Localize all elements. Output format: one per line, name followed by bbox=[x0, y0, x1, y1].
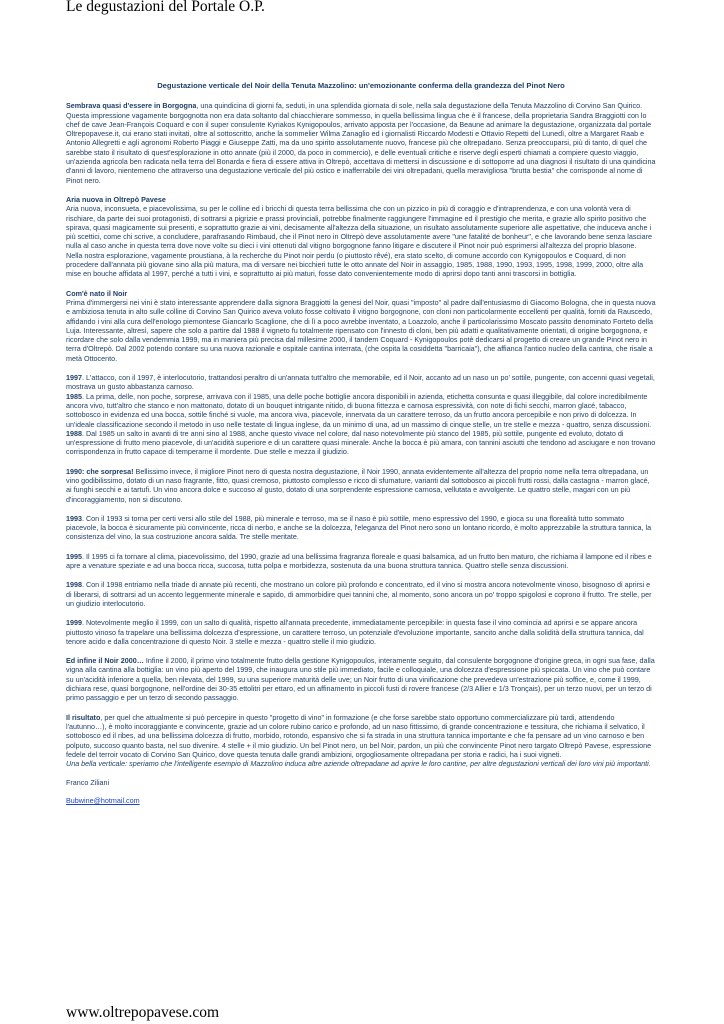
vintage-1985-paragraph bbox=[66, 392, 656, 429]
vintage-1995-text: . Il 1995 ci fa tornare al clima, piacevolissimo, del 1990, grazie ad una bellissima fragranza floreale e quasi balsamica, ad un frutto ben maturo, che richiama il lampone ed il ribes e apre a venature speziate e ad una bocca ricca, succosa, tutta polpa e morbidezza, sostenuta da una buona struttura tannica. Quattro stelle senza discussioni. bbox=[66, 551, 652, 571]
author-email-link[interactable]: Bubwine@hotmail.com bbox=[66, 795, 140, 805]
vintage-1993-year: 1993 bbox=[66, 513, 82, 523]
vintage-1999-paragraph bbox=[66, 618, 656, 646]
vintage-1998-text: . Con il 1998 entriamo nella triade di annate più recenti, che mostrano un colore più profondo e concentrato, ed il vino si mostra ancora notevolmente vinoso, bisognoso di aprirsi e di liberarsi, di sottrarsi ad un accento leggermente minerale e sapido, di ammorbidire quei tannini che, al momento, sono ancora un po' troppo spigolosi e coprono il frutto. Tre stelle, per un giudizio interlocutorio. bbox=[66, 580, 652, 608]
vintage-1985-text: . La prima, delle, non poche, sorprese, arrivava con il 1985, una delle poche bottiglie ancora disponibili in azienda, etichetta consunta e quasi illeggibile, dal colore incredibilmente ancora vivo, tutt'altro che stanco e non mattonato, dotato di un bouquet intrigante nitido, di buona fittezza e carnosa espressività, con note di fichi secchi, marron glacé, tabacco, sottobosco in evidenza ed una bocca, sottile finché si vuole, ma ancora viva, piacevole, innervata da un carattere terroso, da un frutto ancora percepibile e non privo di dolcezza. In un'ideale classificazione secondo il metodo in uso nelle testate di lingua inglese, da un minimo di una, ad un massimo di cinque stelle, un tre stelle e mezza - quattro, senza discussioni. bbox=[66, 391, 652, 429]
result-paragraph bbox=[66, 713, 656, 759]
vintage-1988-year: 1988 bbox=[66, 428, 82, 438]
vintage-1997-paragraph bbox=[66, 373, 656, 392]
article-title: Degustazione verticale del Noir della Tenuta Mazzolino: un'emozionante conferma della grandezza del Pinot Nero bbox=[157, 81, 565, 90]
vintage-1990-lead: 1990: che sorpresa! bbox=[66, 466, 134, 476]
vintage-1993-paragraph bbox=[66, 514, 656, 542]
vintage-2000-paragraph bbox=[66, 656, 656, 702]
vintage-1988-paragraph bbox=[66, 429, 656, 457]
aria-nuova-heading: Aria nuova in Oltrepò Pavese bbox=[66, 194, 166, 204]
come-nato-heading: Com'è nato il Noir bbox=[66, 288, 128, 298]
vintage-1998-year: 1998 bbox=[66, 580, 82, 590]
result-lead: Il risultato bbox=[66, 712, 101, 722]
vintage-1995-year: 1995 bbox=[66, 551, 82, 561]
author-name: Franco Ziliani bbox=[66, 778, 110, 788]
closing-remark: Una bella verticale: speriamo che l'intelligente esempio di Mazzolino induca altre aziende oltrepadane ad aprire le loro cantine, per altre degustazioni verticali dei loro vini più importanti. bbox=[66, 759, 651, 769]
come-nato-section bbox=[66, 289, 656, 363]
vintage-1999-year: 1999 bbox=[66, 618, 82, 628]
site-footer-url: www.oltrepopavese.com bbox=[66, 1004, 220, 1021]
come-nato-paragraph: Prima d'immergersi nei vini è stato interessante apprendere dalla signora Braggiotti la genesi del Noir, quasi "imposto" al padre dall'entusiasmo di Giacomo Bologna, che in questa nuova e ambiziosa tenuta in alto sulle colline di Corvino San Quirico aveva voluto fosse coltivato il vitigno borgognone, con cloni non particolarmente eccellenti per qualità, forniti da Rauscedo, affidando i vini alla cura dell'enologo piemontese Giancarlo Scaglione, che di lì a poco avrebbe inventato, a Loazzolo, anche il particolarissimo Moscato passito denominato Forteto della Luja. Interessante, altresì, sapere che solo a partire dal 1988 il vigneto fu totalmente ripensato con l'innesto di cloni, ben più adatti e qualitativamente orientati, di origine borgognona, e ricordare che solo dalla vendemmia 1999, ma in maniera più precisa dal millesime 2000, il tandem Coquard - Kynigopoulos potè dedicarsi al progetto di creare un grande Pinot nero in terra d'Oltrepò. Dal 2002 potendo contare su una nuova razionale e ospitale cantina interrata, (che ospita la cosiddetta "barricaia"), che affianca l'antico nucleo della cantina, che risale a metà Ottocento. bbox=[66, 297, 656, 363]
vintage-1999-section bbox=[66, 618, 656, 646]
vintage-1995-section bbox=[66, 552, 656, 571]
vintage-2000-text: Infine il 2000, il primo vino totalmente frutto della gestione Kynigopoulos, interamente seguito, dal consulente borgognone d'origine greca, in ogni sua fase, dalla vigna alla cantina alla bottiglia: un vino più aperto del 1999, che inaugura uno stile più immediato, facile e colloquiale, una dolcezza d'espressione più spiccata. Un vino che può contare su un'acidità inferiore a quella, ben rilevata, del 1999, su una superiore maturità delle uve; un Noir frutto di una vinificazione che prevedeva un'estrazione più soffice, e, come il 1999, dichiara rese, quasi borgognone, nell'ordine dei 30-35 ettolitri per ettaro, ed un affinamento in piccoli fusti di rovere francese (2/3 Allier e 1/3 Tronçais), per un terzo nuovi, per un terzo di primo passaggio e per un terzo di secondo passaggio. bbox=[66, 656, 655, 703]
aria-nuova-paragraph-2: Nella nostra esplorazione, vagamente proustiana, à la recherche du Pinot noir perdu (o piuttosto rêvé), era stato scelto, di comune accordo con Kynigopoulos e Coquard, di non procedere dall'annata più giovane sino alla più matura, ma di versare nei bicchieri tutte le otto annate del Noir in assaggio, 1985, 1988, 1990, 1993, 1995, 1998, 1999, 2000, oltre alla mise en bouche affidata al 1997, perché a tutti i vini, e soprattutto ai più maturi, fosse dato convenientemente modo di aprirsi dopo tanti anni trascorsi in bottiglia. bbox=[66, 250, 644, 279]
vintage-1990-paragraph bbox=[66, 467, 656, 504]
result-text: , per quel che attualmente si può percepire in questo "progetto di vino" in formazione (e che forse sarebbe stato opportuno commercializzare più tardi, attendendo l'autunno…), è molto incoraggiante e convincente, grazie ad un colore rubino carico e profondo, ad un naso fittissimo, di grande concentrazione e tessitura, che richiama il selvatico, il sottobosco ed il ribes, ad una bellissima dolcezza di frutto, morbido, rotondo, espansivo che si fa strada in una struttura tannica importante e che fa pensare ad un vino carnoso e ben polputo, succoso quanto basta, nel suo divenire. 4 stelle + il mio giudizio. Un bel Pinot nero, un bel Noir, pardon, un più che convincente Pinot nero targato Oltrepò Pavese, espressione fedele del terroir vocato di Corvino San Quirico, dove questa tenuta dalle grandi ambizioni, orgogliosamente oltrepadana per storia e radici, ha i suoi vigneti. bbox=[66, 712, 652, 759]
vintage-1998-section bbox=[66, 580, 656, 608]
result-section bbox=[66, 713, 656, 769]
vintage-1988-text: . Dal 1985 un salto in avanti di tre anni sino al 1988, anche questo vivace nel colore, dal naso notevolmente più stanco del 1985, più sottile, pungente ed evoluto, dotato di un'espressione di frutto meno piacevole, di un'acidità superiore e di un carattere quasi minerale. Anche la bocca è più amara, con tannini asciutti che tendono ad asciugare e non trovano corrispondenza in frutto capace di temperarne il mordente. Due stelle e mezza il giudizio. bbox=[66, 428, 656, 457]
intro-lead: Sembrava quasi d'essere in Borgogna bbox=[66, 101, 197, 111]
intro-section bbox=[66, 101, 656, 185]
vintage-1997-text: . L'attacco, con il 1997, è interlocutorio, trattandosi peraltro di un'annata tutt'altro che memorabile, ed il Noir, accanto ad un naso un po' sottile, pungente, con accenni quasi vegetali, mostrava un gusto abbastanza carnoso. bbox=[66, 373, 655, 392]
site-header-title: Le degustazioni del Portale O.P. bbox=[66, 0, 265, 15]
vintages-1997-1985-1988 bbox=[66, 373, 656, 457]
vintage-1985-year: 1985 bbox=[66, 391, 82, 401]
intro-text: , una quindicina di giorni fa, seduti, in una splendida giornata di sole, nella sala degustazione della Tenuta Mazzolino di Corvino San Quirico. Questa impressione vagamente borgognotta non era data soltanto dal chiacchierare sommesso, in quella bellissima lingua che è il francese, della proprietaria Sandra Braggiotti con lo chef de cave Jean-François Coquard e con il super consulente Kyriakos Kynigopoulos, arrivato apposta per l'occasione, da Beaune ad animare la degustazione, organizzata dal portale Oltrepopavese.it, cui erano stati invitati, oltre al sottoscritto, anche la sommelier Wilma Zanaglio ed i giornalisti Riccardo Modesti e Ottavio Repetti del Lunedì, oltre a Margaret Raab e Antonio Allegretti e agli agronomi Roberto Piaggi e Giuseppe Zatti, ma da uno spirito assolutamente nuovo, francese più che oltrepadano. Senza preoccuparsi, più di tanto, di quel che sarebbe stato il risultato di quest'esplorazione in otto annate (più il 2000, da poco in commercio), e delle eventuali critiche e riserve degli esperti chiamati a compiere questo viaggio, un'azienda agricola ben radicata nella terra del Bonarda e fiera di essere attiva in Oltrepò, accettava di mettersi in discussione e di sottoporre ad una diagnosi il risultato di una quindicina d'anni di lavoro, nientemeno che attraverso una degustazione verticale del più ostico e inafferrabile dei vini oltrepadani, quella meravigliosa "brutta bestia" che corrisponde al nome di Pinot nero. bbox=[66, 101, 656, 185]
vintage-1998-paragraph bbox=[66, 580, 656, 608]
aria-nuova-section bbox=[66, 195, 656, 279]
intro-paragraph bbox=[66, 101, 656, 185]
author-email-line bbox=[66, 796, 656, 805]
vintage-1993-text: . Con il 1993 si torna per certi versi allo stile del 1988, più minerale e terroso, ma se il naso è più sottile, meno espressivo del 1990, e gioca su una florealità tutto sommato piacevole, la bocca è sicuramente più convincente, ricca di nerbo, e anche se la dolcezza, l'eleganza del Pinot nero sono un lontano ricordo, è molto apprezzabile la struttura tannica, la consistenza del vino, la sua costruzione ancora salda. Tre stelle meritate. bbox=[66, 513, 652, 542]
vintage-2000-section bbox=[66, 656, 656, 702]
vintage-1999-text: . Notevolmente meglio il 1999, con un salto di qualità, rispetto all'annata precedente, immediatamente percepibile: in questa fase il vino comincia ad aprirsi e se appare ancora piuttosto vinoso fa trapelare una bellissima dolcezza d'espressione, un carattere terroso, un potenziale d'evoluzione importante, sancito anche dalla solidità della struttura tannica, dal tenore acido e dalla concentrazione di questo Noir. 3 stelle e mezza - quattro stelle il mio giudizio. bbox=[66, 618, 644, 646]
vintage-1997-year: 1997 bbox=[66, 373, 82, 383]
vintage-1993-section bbox=[66, 514, 656, 542]
vintage-1990-section bbox=[66, 467, 656, 504]
vintage-1995-paragraph bbox=[66, 552, 656, 571]
aria-nuova-paragraph-1: Aria nuova, inconsueta, e piacevolissima, su per le colline ed i bricchi di questa terra bellissima che con un pizzico in più di coraggio e d'intraprendenza, e con una volontà vera di rischiare, da parte dei suoi protagonisti, di sottrarsi a pigrizie e prassi provinciali, potrebbe finalmente raggiungere l'immagine ed il prestigio che merita, e grazie allo spirito positivo che spirava, quasi magicamente sui presenti, e soprattutto grazie ai vini, decisamente all'altezza della situazione, un risultato assolutamente superiore alle aspettative, che induceva anche i più scettici, come chi scrive, a concludere, parafrasando Rimbaud, che il Pinot nero in Oltrepò deve assolutamente avere "une fatalité de bonheur", e che lavorando bene senza lasciare nulla al caso anche in questa terra dove nove volte su dieci i vini ottenuti dal vitigno borgognone fanno litigare e discutere il Pinot noir può esprimersi all'altezza del proprio blasone. bbox=[66, 204, 653, 251]
vintage-2000-lead: Ed infine il Noir 2000… bbox=[66, 656, 144, 666]
vintage-1990-text: Bellissimo invece, il migliore Pinot nero di questa nostra degustazione, il Noir 1990, annata evidentemente all'altezza del proprio nome nella terra oltrepadana, un vino godibilissimo, dotato di un naso fragrante, fitto, quasi cremoso, piuttosto complesso e ricco di sfumature, varianti dal sottobosco ai piccoli frutti rossi, dalla castagna - marron glacé, ai funghi secchi e ai tartufi. Un vino ancora dolce e succoso al gusto, dotato di una sorprendente espressione carnosa, vellutata e avvolgente. Le quattro stelle, magari con un più d'incoraggiamento, non si discutono. bbox=[66, 466, 650, 504]
article-body bbox=[66, 81, 656, 805]
